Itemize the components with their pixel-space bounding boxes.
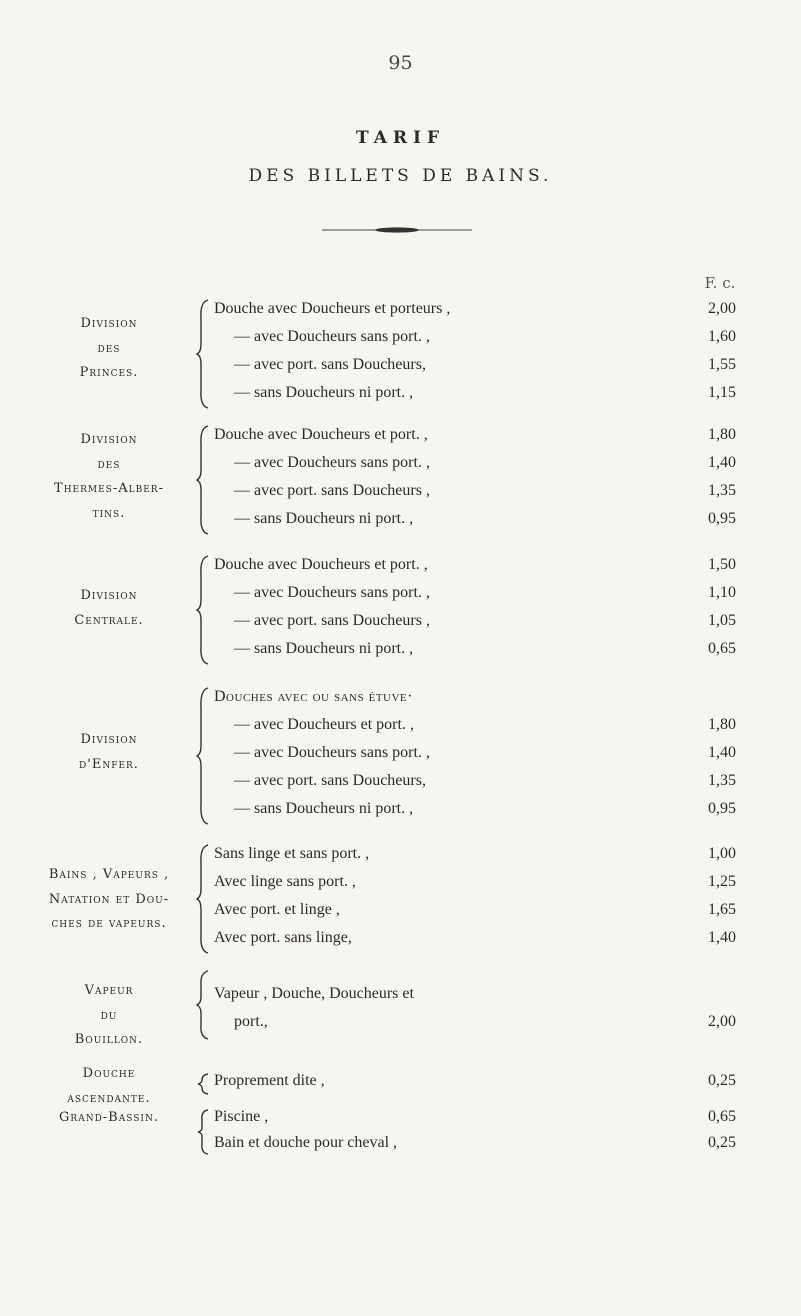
tariff-item: Bain et douche pour cheval ,: [214, 1134, 398, 1151]
tariff-row: [0, 300, 801, 328]
tariff-price: 1,35: [708, 772, 736, 789]
tariff-price: 1,50: [708, 556, 736, 573]
tariff-price: 2,00: [708, 1013, 736, 1030]
tariff-price: 0,95: [708, 510, 736, 527]
ornament-divider: [322, 227, 472, 233]
tariff-price: 0,65: [708, 640, 736, 657]
tariff-row: [0, 482, 801, 510]
tariff-row: [0, 688, 801, 716]
tariff-price: 1,10: [708, 584, 736, 601]
division-label-line: Division: [80, 588, 138, 603]
division-label-line: ches de vapeurs.: [51, 916, 167, 932]
tariff-item: — avec port. sans Doucheurs ,: [234, 612, 430, 629]
tariff-row: [0, 716, 801, 744]
tariff-price: 1,40: [708, 744, 736, 761]
tariff-price: 1,60: [708, 328, 736, 345]
tariff-item: — avec Doucheurs sans port. ,: [234, 584, 430, 601]
tariff-price: 1,35: [708, 482, 736, 499]
division-label-line: Bouillon.: [74, 1032, 144, 1048]
tariff-row: [0, 1072, 801, 1100]
tariff-price: 1,40: [708, 929, 736, 946]
division-label-line: des: [97, 340, 121, 356]
division-label-line: ascendante.: [67, 1090, 151, 1106]
tariff-item: — avec port. sans Doucheurs,: [234, 356, 426, 373]
tariff-price: 1,55: [708, 356, 736, 373]
currency-header: F. c.: [704, 274, 736, 292]
division-label-line: Thermes-Alber-: [54, 481, 164, 497]
division-label-line: Vapeur: [84, 983, 134, 998]
tariff-row: [0, 744, 801, 772]
tariff-item: — sans Doucheurs ni port. ,: [234, 384, 414, 401]
tariff-row: [0, 328, 801, 356]
page-number: 95: [388, 52, 413, 74]
tariff-heading: Douches avec ou sans étuve·: [214, 688, 413, 705]
tariff-item: — avec port. sans Doucheurs ,: [234, 482, 430, 499]
division-label-line: Natation et Dou-: [48, 891, 170, 907]
tariff-price: 1,80: [708, 426, 736, 443]
tariff-row: [0, 584, 801, 612]
tariff-row: [0, 640, 801, 668]
tariff-item: Douche avec Doucheurs et port. ,: [214, 426, 428, 443]
tariff-row: [0, 929, 801, 957]
tariff-item: — avec Doucheurs sans port. ,: [234, 454, 430, 471]
tariff-price: 2,00: [708, 300, 736, 317]
tariff-row: [0, 612, 801, 640]
tariff-price: 1,65: [708, 901, 736, 918]
tariff-item: Douche avec Doucheurs et port. ,: [214, 556, 428, 573]
division-label-line: Division: [80, 432, 138, 447]
tariff-item: port.,: [234, 1013, 268, 1030]
tariff-price: 1,15: [708, 384, 736, 401]
tariff-row: [0, 901, 801, 929]
tariff-item: — avec Doucheurs sans port. ,: [234, 744, 430, 761]
division-label-line: Princes.: [79, 365, 139, 381]
tariff-item: — sans Doucheurs ni port. ,: [234, 800, 414, 817]
tariff-item: Proprement dite ,: [214, 1072, 325, 1089]
tariff-item: Avec port. sans linge,: [214, 929, 352, 946]
tariff-row: [0, 454, 801, 482]
tariff-item: Piscine ,: [214, 1108, 269, 1125]
tariff-item: — sans Doucheurs ni port. ,: [234, 640, 414, 657]
tariff-row: [0, 384, 801, 412]
tariff-row: [0, 556, 801, 584]
tariff-price: 0,65: [708, 1108, 736, 1125]
tariff-price: 1,40: [708, 454, 736, 471]
tariff-price: 0,25: [708, 1134, 736, 1151]
page-subtitle: DES BILLETS DE BAINS.: [248, 166, 553, 186]
tariff-price: 1,00: [708, 845, 736, 862]
tariff-row: [0, 1134, 801, 1162]
division-label-line: du: [100, 1007, 118, 1023]
division-label-line: Division: [80, 732, 138, 747]
tariff-item: — avec Doucheurs et port. ,: [234, 716, 414, 733]
division-label-line: Centrale.: [74, 612, 144, 628]
tariff-item: Avec linge sans port. ,: [214, 873, 356, 890]
division-label-line: Bains , Vapeurs ,: [48, 867, 170, 882]
tariff-item: Sans linge et sans port. ,: [214, 845, 370, 862]
tariff-row: [0, 985, 801, 1013]
tariff-row: [0, 873, 801, 901]
tariff-row: [0, 1013, 801, 1041]
tariff-item: — sans Doucheurs ni port. ,: [234, 510, 414, 527]
tariff-row: [0, 356, 801, 384]
tariff-item: Avec port. et linge ,: [214, 901, 340, 918]
division-label-line: Douche: [82, 1066, 136, 1081]
division-label-line: Division: [80, 316, 138, 331]
page-title: TARIF: [355, 128, 446, 148]
tariff-price: 1,25: [708, 873, 736, 890]
division-label-line: Grand-Bassin.: [59, 1110, 159, 1125]
tariff-price: 1,05: [708, 612, 736, 629]
tariff-row: [0, 1108, 801, 1136]
tariff-price: 0,25: [708, 1072, 736, 1089]
tariff-price: 1,80: [708, 716, 736, 733]
tariff-item: Douche avec Doucheurs et porteurs ,: [214, 300, 451, 317]
tariff-row: [0, 426, 801, 454]
tariff-item: — avec port. sans Doucheurs,: [234, 772, 426, 789]
tariff-row: [0, 510, 801, 538]
tariff-price: 0,95: [708, 800, 736, 817]
tariff-row: [0, 772, 801, 800]
division-label-line: tins.: [92, 506, 126, 522]
tariff-item: Vapeur , Douche, Doucheurs et: [214, 985, 414, 1002]
tariff-row: [0, 800, 801, 828]
division-label-line: des: [97, 456, 121, 472]
division-label-line: d'Enfer.: [79, 756, 139, 772]
tariff-row: [0, 845, 801, 873]
tariff-item: — avec Doucheurs sans port. ,: [234, 328, 430, 345]
